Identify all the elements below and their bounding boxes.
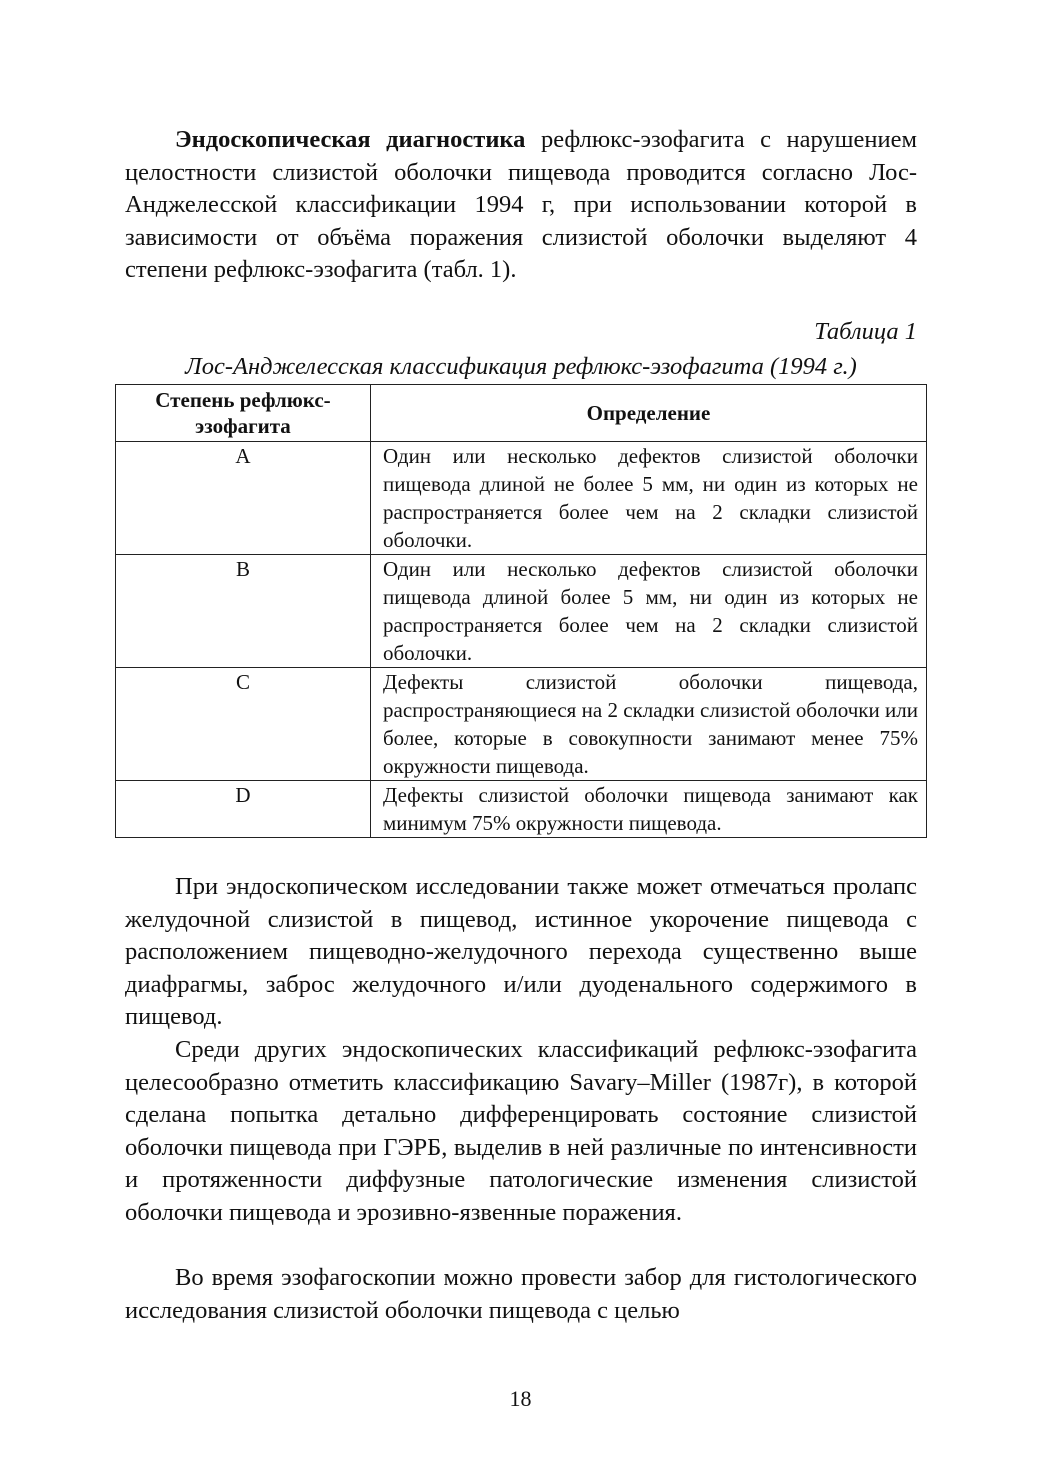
intro-paragraph <box>125 124 917 287</box>
definition-cell: Дефекты слизистой оболочки пищевода занимают как минимум 75% окружности пищевода. <box>371 781 927 838</box>
header-grade: Степень рефлюкс-эзофагита <box>116 385 371 442</box>
table-caption: Лос-Анджелесская классификация рефлюкс-эзофагита (1994 г.) <box>185 353 857 380</box>
definition-cell: Дефекты слизистой оболочки пищевода, распространяющиеся на 2 складки слизистой оболочки или более, которые в совокупности занимают менее 75% окружности пищевода. <box>371 668 927 781</box>
header-definition: Определение <box>371 385 927 442</box>
grade-cell: C <box>116 668 371 781</box>
table-label: Таблица 1 <box>814 318 917 345</box>
table-row <box>116 442 927 555</box>
table-row <box>116 668 927 781</box>
grade-cell: B <box>116 555 371 668</box>
page-number: 18 <box>509 1386 532 1411</box>
intro-text: рефлюкс-эзофагита с нарушением целостности слизистой оболочки пищевода проводится согласно Лос-Анджелесской классификации 1994 г, при использовании которой в зависимости от объёма поражения слизистой оболочки выделяют 4 степени рефлюкс-эзофагита (табл. 1). <box>125 126 917 283</box>
grade-cell: A <box>116 442 371 555</box>
classification-table <box>115 384 927 838</box>
biopsy-paragraph: Во время эзофагоскопии можно провести забор для гистологического исследования слизистой оболочки пищевода с целью <box>125 1264 917 1324</box>
table-row <box>116 781 927 838</box>
definition-cell: Один или несколько дефектов слизистой оболочки пищевода длиной более 5 мм, ни один из которых не распространяется более чем на 2 складки слизистой оболочки. <box>371 555 927 668</box>
endoscopy-findings-paragraph: При эндоскопическом исследовании также может отмечаться пролапс желудочной слизистой в пищевод, истинное укорочение пищевода с расположением пищеводно-желудочного перехода существенно выше диафрагмы, заброс желудочного и/или дуоденального содержимого в пищевод. <box>125 873 917 1030</box>
savary-miller-paragraph: Среди других эндоскопических классификаций рефлюкс-эзофагита целесообразно отметить классификацию Savary–Miller (1987г), в которой сделана попытка детально дифференцировать состояние слизистой оболочки пищевода при ГЭРБ, выделив в ней различные по интенсивности и протяженности диффузные патологические изменения слизистой оболочки пищевода и эрозивно-язвенные поражения. <box>125 1036 917 1226</box>
definition-cell: Один или несколько дефектов слизистой оболочки пищевода длиной не более 5 мм, ни один из которых не распространяется более чем на 2 складки слизистой оболочки. <box>371 442 927 555</box>
grade-cell: D <box>116 781 371 838</box>
table-row <box>116 555 927 668</box>
intro-bold-term: Эндоскопическая диагностика <box>175 126 526 153</box>
table-header-row <box>116 385 927 442</box>
